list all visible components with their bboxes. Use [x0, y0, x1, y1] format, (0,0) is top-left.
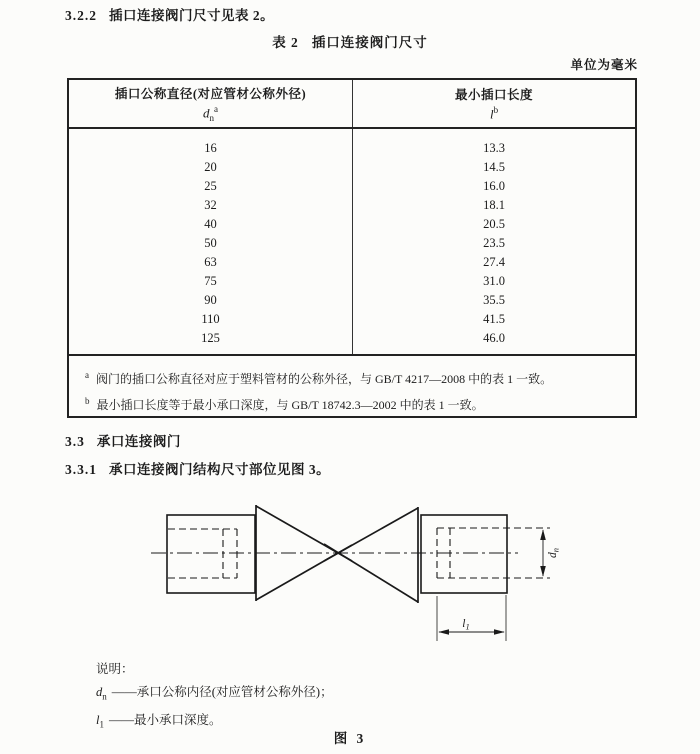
legend-title: 说明：: [96, 662, 134, 676]
table-cell: 90: [204, 292, 217, 307]
symbol-d: d: [96, 685, 103, 699]
table-cell: 46.0: [483, 330, 505, 345]
table-cell: 14.5: [483, 159, 505, 174]
table-2: [67, 78, 637, 418]
table-cell: 110: [201, 311, 220, 326]
symbol-l-sup: b: [493, 104, 499, 115]
table-cell: 20.5: [483, 216, 505, 231]
symbol-d-sub: n: [102, 691, 107, 702]
legend-text: ——承口公称内径(对应管材公称外径)；: [111, 685, 333, 699]
footnote-marker: b: [85, 396, 90, 406]
clause-number: 3.3: [65, 434, 85, 449]
clause-3-3-1: [65, 458, 330, 478]
column-length-values: [353, 129, 635, 354]
dn-dimension-label: $d_n$: [547, 548, 561, 558]
column-diameter-values: [69, 129, 353, 354]
symbol-l: l: [489, 106, 494, 122]
clause-number: 3.2.2: [65, 8, 97, 23]
table-cell: 16: [204, 140, 217, 155]
left-socket-hidden-lines: [168, 529, 237, 578]
table-cell: 35.5: [483, 292, 505, 307]
table-cell: 18.1: [483, 197, 505, 212]
clause-number: 3.3.1: [65, 462, 97, 477]
table-cell: 23.5: [483, 235, 505, 250]
header-title: 插口公称直径(对应管材公称外径): [114, 86, 307, 101]
table-cell: 50: [204, 235, 217, 250]
valve-symbol: [256, 505, 418, 603]
figure-legend: [96, 658, 333, 736]
footnote-a: [85, 364, 621, 390]
table-cell: 27.4: [483, 254, 505, 269]
table-cell: 40: [204, 216, 217, 231]
table-cell: 41.5: [483, 311, 505, 326]
header-symbol-dn: [69, 104, 352, 123]
header-title: 最小插口长度: [454, 87, 533, 102]
table-cell: 32: [204, 197, 217, 212]
footnote-marker: a: [85, 370, 89, 380]
symbol-d-sub: n: [209, 112, 214, 123]
table-footnotes: [69, 354, 635, 416]
table-cell: 16.0: [483, 178, 505, 193]
right-socket-body: [421, 515, 507, 593]
symbol-l-sub: 1: [99, 719, 104, 729]
table-header-row: [69, 80, 635, 129]
figure-3-drawing: [0, 478, 700, 658]
table-cell: 20: [204, 159, 217, 174]
table-cell: 63: [204, 254, 217, 269]
header-cell-length: [353, 80, 635, 127]
table-body: [69, 129, 635, 354]
l1-dimension: [437, 595, 506, 641]
clause-text: 插口连接阀门尺寸见表 2。: [109, 8, 275, 23]
clause-text: 承口连接阀门结构尺寸部位见图 3。: [109, 462, 331, 477]
unit-note: 单位为毫米: [570, 58, 638, 72]
header-symbol-l: [353, 105, 635, 122]
symbol-l: l: [96, 712, 100, 727]
symbol-d: d: [203, 105, 210, 121]
header-cell-diameter: [69, 80, 353, 127]
clause-3-2-2: [65, 4, 274, 24]
table-caption-label: 表 2: [272, 35, 299, 50]
legend-text: ——最小承口深度。: [108, 712, 222, 727]
footnote-b: [85, 390, 621, 416]
l1-dimension-label: $l_1$: [462, 618, 470, 632]
table-cell: 25: [204, 178, 217, 193]
table-cell: 13.3: [483, 140, 505, 155]
legend-item-dn: [96, 681, 333, 709]
footnote-text: 最小插口长度等于最小承口深度，与 GB/T 18742.3—2002 中的表 1 一致。: [96, 398, 484, 412]
clause-3-3: [65, 430, 181, 450]
footnote-text: 阀门的插口公称直径对应于塑料管材的公称外径，与 GB/T 4217—2008 中的表 1 一致。: [96, 372, 553, 386]
table-cell: 75: [204, 273, 217, 288]
table-cell: 31.0: [483, 273, 505, 288]
figure-caption: 图 3: [333, 731, 367, 746]
table-caption: [0, 31, 700, 51]
symbol-d-sup: a: [214, 103, 218, 114]
clause-text: 承口连接阀门: [96, 434, 181, 449]
dn-dimension: [543, 530, 561, 576]
left-socket-body: [167, 515, 255, 593]
table-caption-title: 插口连接阀门尺寸: [311, 35, 428, 50]
table-cell: 125: [201, 330, 220, 345]
